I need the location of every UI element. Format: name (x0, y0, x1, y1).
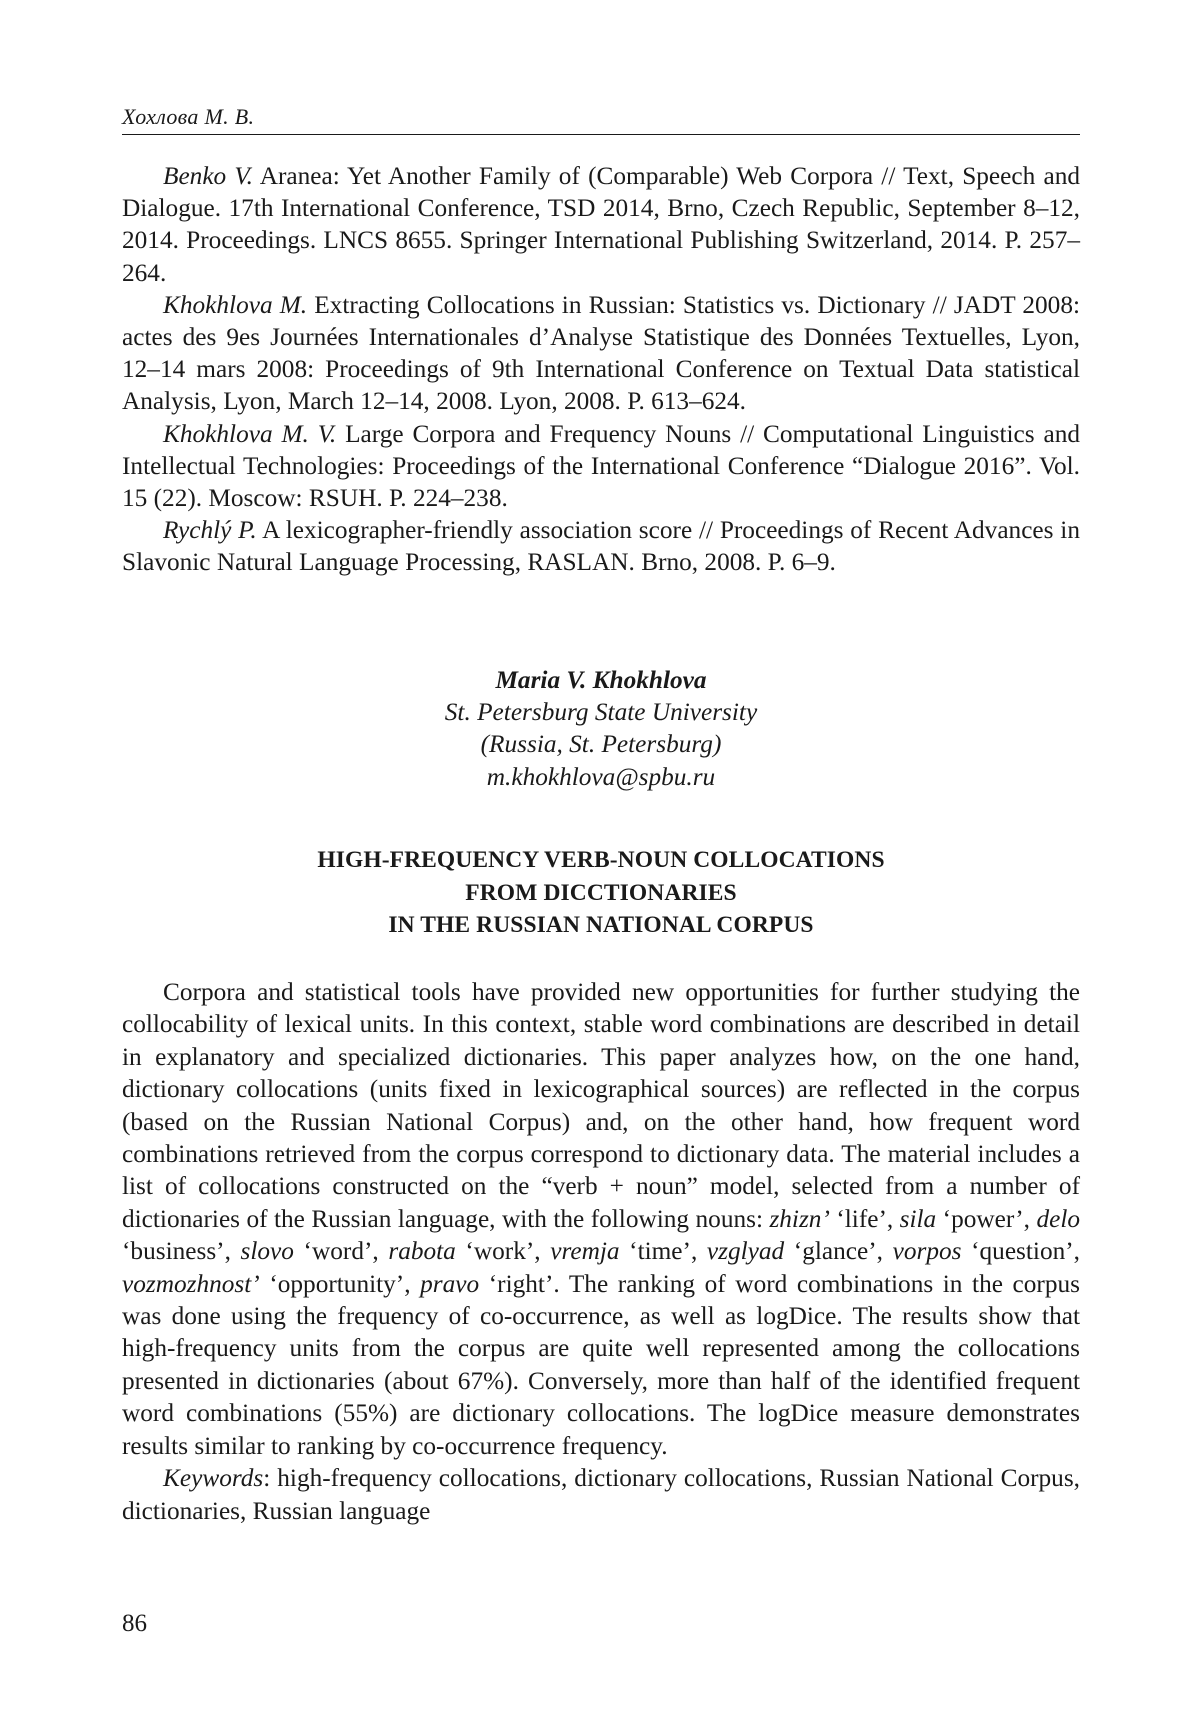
noun-term: vozmozhnost’ (122, 1269, 260, 1298)
noun-term: vzglyad (706, 1237, 785, 1266)
noun-gloss: ‘glance’, (784, 1237, 893, 1266)
page-number: 86 (122, 1610, 147, 1637)
noun-term: slovo (240, 1237, 294, 1266)
reference-text: Extracting Collocations in Russian: Statistics vs. Dictionary // JADT 2008: actes des 9es Journées Internationales d’Analyse Statistique des Données Textuelles, Lyon, 12–14 mars 2008: Proceedings of 9th International Conference on Textual Data statistical Analysis, Lyon, March 12–14, 2008. Lyon, 2008. P. 613–624. (122, 290, 1080, 416)
reference-text: A lexicographer-friendly association score // Proceedings of Recent Advances in Slavonic Natural Language Processing, RASLAN. Brno, 2008. P. 6–9. (122, 516, 1080, 577)
title-line: HIGH-FREQUENCY VERB-NOUN COLLOCATIONS (317, 847, 885, 873)
noun-term: pravo (420, 1269, 480, 1298)
reference-item (122, 160, 1080, 289)
reference-author: Benko V. (163, 162, 253, 190)
noun-gloss: ‘power’, (936, 1204, 1037, 1233)
reference-text: Aranea: Yet Another Family of (Comparable) Web Corpora // Text, Speech and Dialogue. 17th International Conference, TSD 2014, Brno, Czech Republic, September 8–12, 2014. Proceedings. LNCS 8655. Springer International Publishing Switzerland, 2014. P. 257–264. (122, 162, 1080, 287)
reference-author: Khokhlova M. V. (163, 419, 337, 448)
keywords-text: : high-frequency collocations, dictionary collocations, Russian National Corpus, dictionaries, Russian language (122, 1464, 1080, 1525)
noun-gloss: ‘right’. (479, 1269, 560, 1298)
paper-title (122, 844, 1080, 942)
title-line: IN THE RUSSIAN NATIONAL CORPUS (388, 912, 814, 938)
noun-gloss: ‘business’, (122, 1237, 241, 1266)
institution: St. Petersburg State University (444, 698, 758, 727)
keywords-paragraph (122, 1462, 1080, 1527)
reference-item (122, 418, 1080, 515)
abstract (122, 976, 1080, 1527)
reference-list (122, 160, 1080, 579)
author-name: Maria V. Khokhlova (495, 666, 707, 694)
noun-gloss: ‘life’, (829, 1204, 900, 1233)
title-line: FROM DICCTIONARIES (465, 879, 737, 906)
noun-term: delo (1036, 1204, 1080, 1233)
noun-gloss: ‘time’, (619, 1237, 707, 1266)
abstract-text: Corpora and statistical tools have provided new opportunities for further studying the collocability of lexical units. In this context, stable word combinations are described in detail in explanatory and specialized dictionaries. This paper analyzes how, on the one hand, dictionary collocations (units fixed in lexicographical sources) are reflected in the corpus (based on the Russian National Corpus) and, on the other hand, how frequent word combinations retrieved from the corpus correspond to dictionary data. The material includes a list of collocations constructed on the “verb + noun” model, selected from a number of dictionaries of the Russian language, with the following nouns: (122, 978, 1080, 1233)
noun-gloss: ‘question’, (961, 1237, 1080, 1266)
reference-text: Large Corpora and Frequency Nouns // Computational Linguistics and Intellectual Technologies: Proceedings of the International Conference “Dialogue 2016”. Vol. 15 (22). Moscow: RSUH. P. 224–238. (122, 419, 1080, 513)
noun-term: vorpos (892, 1237, 962, 1266)
noun-term: sila (899, 1204, 937, 1233)
keywords-label: Keywords (163, 1464, 264, 1493)
running-head: Хохлова М. В. (122, 104, 255, 129)
reference-item (122, 514, 1080, 578)
noun-term: rabota (388, 1237, 456, 1266)
header-rule (122, 134, 1080, 135)
reference-author: Rychlý P. (163, 516, 257, 545)
noun-gloss: ‘work’, (455, 1237, 551, 1266)
reference-author: Khokhlova M. (163, 290, 308, 319)
author-email: m.khokhlova@spbu.ru (486, 762, 716, 791)
noun-term: zhizn’ (769, 1204, 830, 1233)
noun-term: vremja (550, 1237, 620, 1266)
abstract-paragraph (122, 976, 1080, 1462)
location: (Russia, St. Petersburg) (480, 730, 722, 759)
abstract-text: The ranking of word combinations in the corpus was done using the frequency of co-occurrence, as well as logDice. The results show that high-frequency units from the corpus are quite well represented among the collocations presented in dictionaries (about 67%). Conversely, more than half of the identified frequent word combinations (55%) are dictionary collocations. The logDice measure demonstrates results similar to ranking by co-occurrence frequency. (122, 1269, 1080, 1460)
noun-gloss: ‘opportunity’, (259, 1269, 421, 1298)
author-affiliation (122, 664, 1080, 793)
reference-item (122, 289, 1080, 418)
noun-gloss: ‘word’, (293, 1237, 389, 1266)
